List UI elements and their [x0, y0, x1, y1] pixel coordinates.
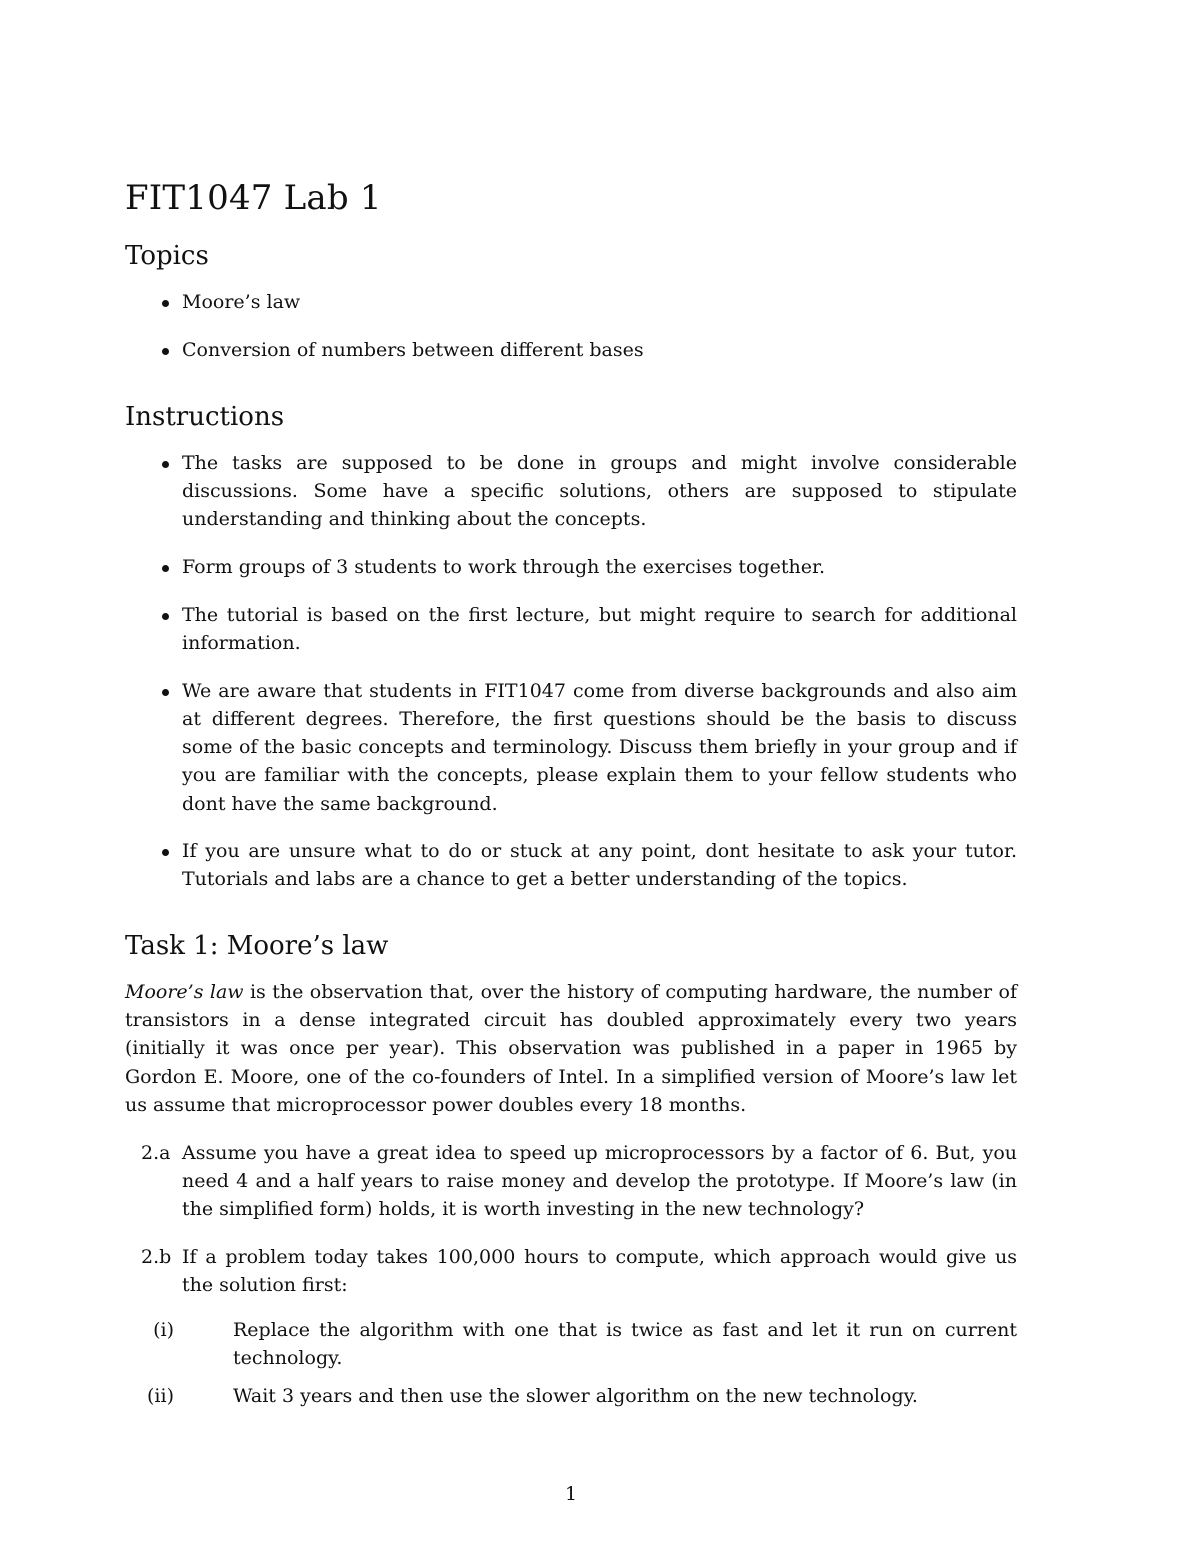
question-text: Assume you have a great idea to speed up microprocessors by a factor of 6. But, you need 4 and a half years to raise money and develop the prototype. If Moore’s law (in the simplified form) holds, it is worth investing in the new technology? [182, 1142, 1017, 1221]
list-item [125, 449, 1017, 534]
topics-heading: Topics [125, 241, 209, 271]
list-item-text: Conversion of numbers between different bases [182, 339, 644, 362]
moores-law-term: Moore’s law [125, 981, 244, 1003]
list-item [125, 601, 1017, 657]
list-item [125, 837, 1017, 893]
list-item-text: Moore’s law [182, 291, 301, 313]
option-text: Replace the algorithm with one that is twice as fast and let it run on current technology. [233, 1318, 1017, 1369]
task1-intro-text: is the observation that, over the history of computing hardware, the number of transistors in a dense integrated circuit has doubled approximately every two years (initially it was once per year). This observation was published in a paper in 1965 by Gordon E. Moore, one of the co-founders of Intel. In a simplified version of Moore’s law let us assume that microprocessor power doubles every 18 months. [125, 981, 1017, 1116]
question-item [125, 1243, 1017, 1410]
page-number: 1 [564, 1483, 578, 1505]
list-item [125, 553, 1017, 581]
document-title: FIT1047 Lab 1 [125, 178, 382, 218]
bullet-icon [162, 689, 169, 696]
list-item-text: The tutorial is based on the first lecture, but might require to search for additional information. [182, 603, 1017, 655]
bullet-icon [162, 348, 169, 355]
task1-intro-paragraph [125, 978, 1017, 1119]
task1-heading: Task 1: Moore’s law [125, 931, 389, 961]
question-item [125, 1139, 1017, 1224]
list-item-text: We are aware that students in FIT1047 come from diverse backgrounds and also aim at different degrees. Therefore, the first questions should be the basis to discuss some of the basic concepts and terminology. Discuss them briefly in your group and if you are familiar with the concepts, please explain them to your fellow students who dont have the same background. [182, 679, 1017, 815]
bullet-icon [162, 300, 169, 307]
topics-list [125, 288, 1017, 384]
option-text: Wait 3 years and then use the slower algorithm on the new technology. [233, 1384, 918, 1407]
task1-questions [125, 1139, 1017, 1430]
question-options [147, 1316, 1017, 1411]
document-page [125, 0, 1017, 1553]
option-item [147, 1382, 1017, 1410]
question-text: If a problem today takes 100,000 hours to compute, which approach would give us the solution first: [182, 1246, 1017, 1297]
option-item [153, 1316, 1017, 1372]
list-item [125, 336, 1017, 364]
bullet-icon [162, 461, 169, 468]
option-label: (ii) [147, 1384, 174, 1407]
list-item [125, 677, 1017, 818]
bullet-icon [162, 565, 169, 572]
bullet-icon [162, 849, 169, 856]
question-label: 2.a [141, 1142, 171, 1164]
list-item-text: If you are unsure what to do or stuck at any point, dont hesitate to ask your tutor. Tutorials and labs are a chance to get a better understanding of the topics. [182, 840, 1017, 891]
instructions-heading: Instructions [125, 402, 285, 432]
list-item-text: The tasks are supposed to be done in groups and might involve considerable discussions. Some have a specific solutions, others are supposed to stipulate understanding and thinking about the concepts. [182, 452, 1017, 531]
list-item [125, 288, 1017, 316]
instructions-list [125, 449, 1017, 913]
list-item-text: Form groups of 3 students to work through the exercises together. [182, 556, 826, 579]
bullet-icon [162, 613, 169, 620]
option-label: (i) [153, 1318, 174, 1341]
question-label: 2.b [141, 1246, 172, 1269]
